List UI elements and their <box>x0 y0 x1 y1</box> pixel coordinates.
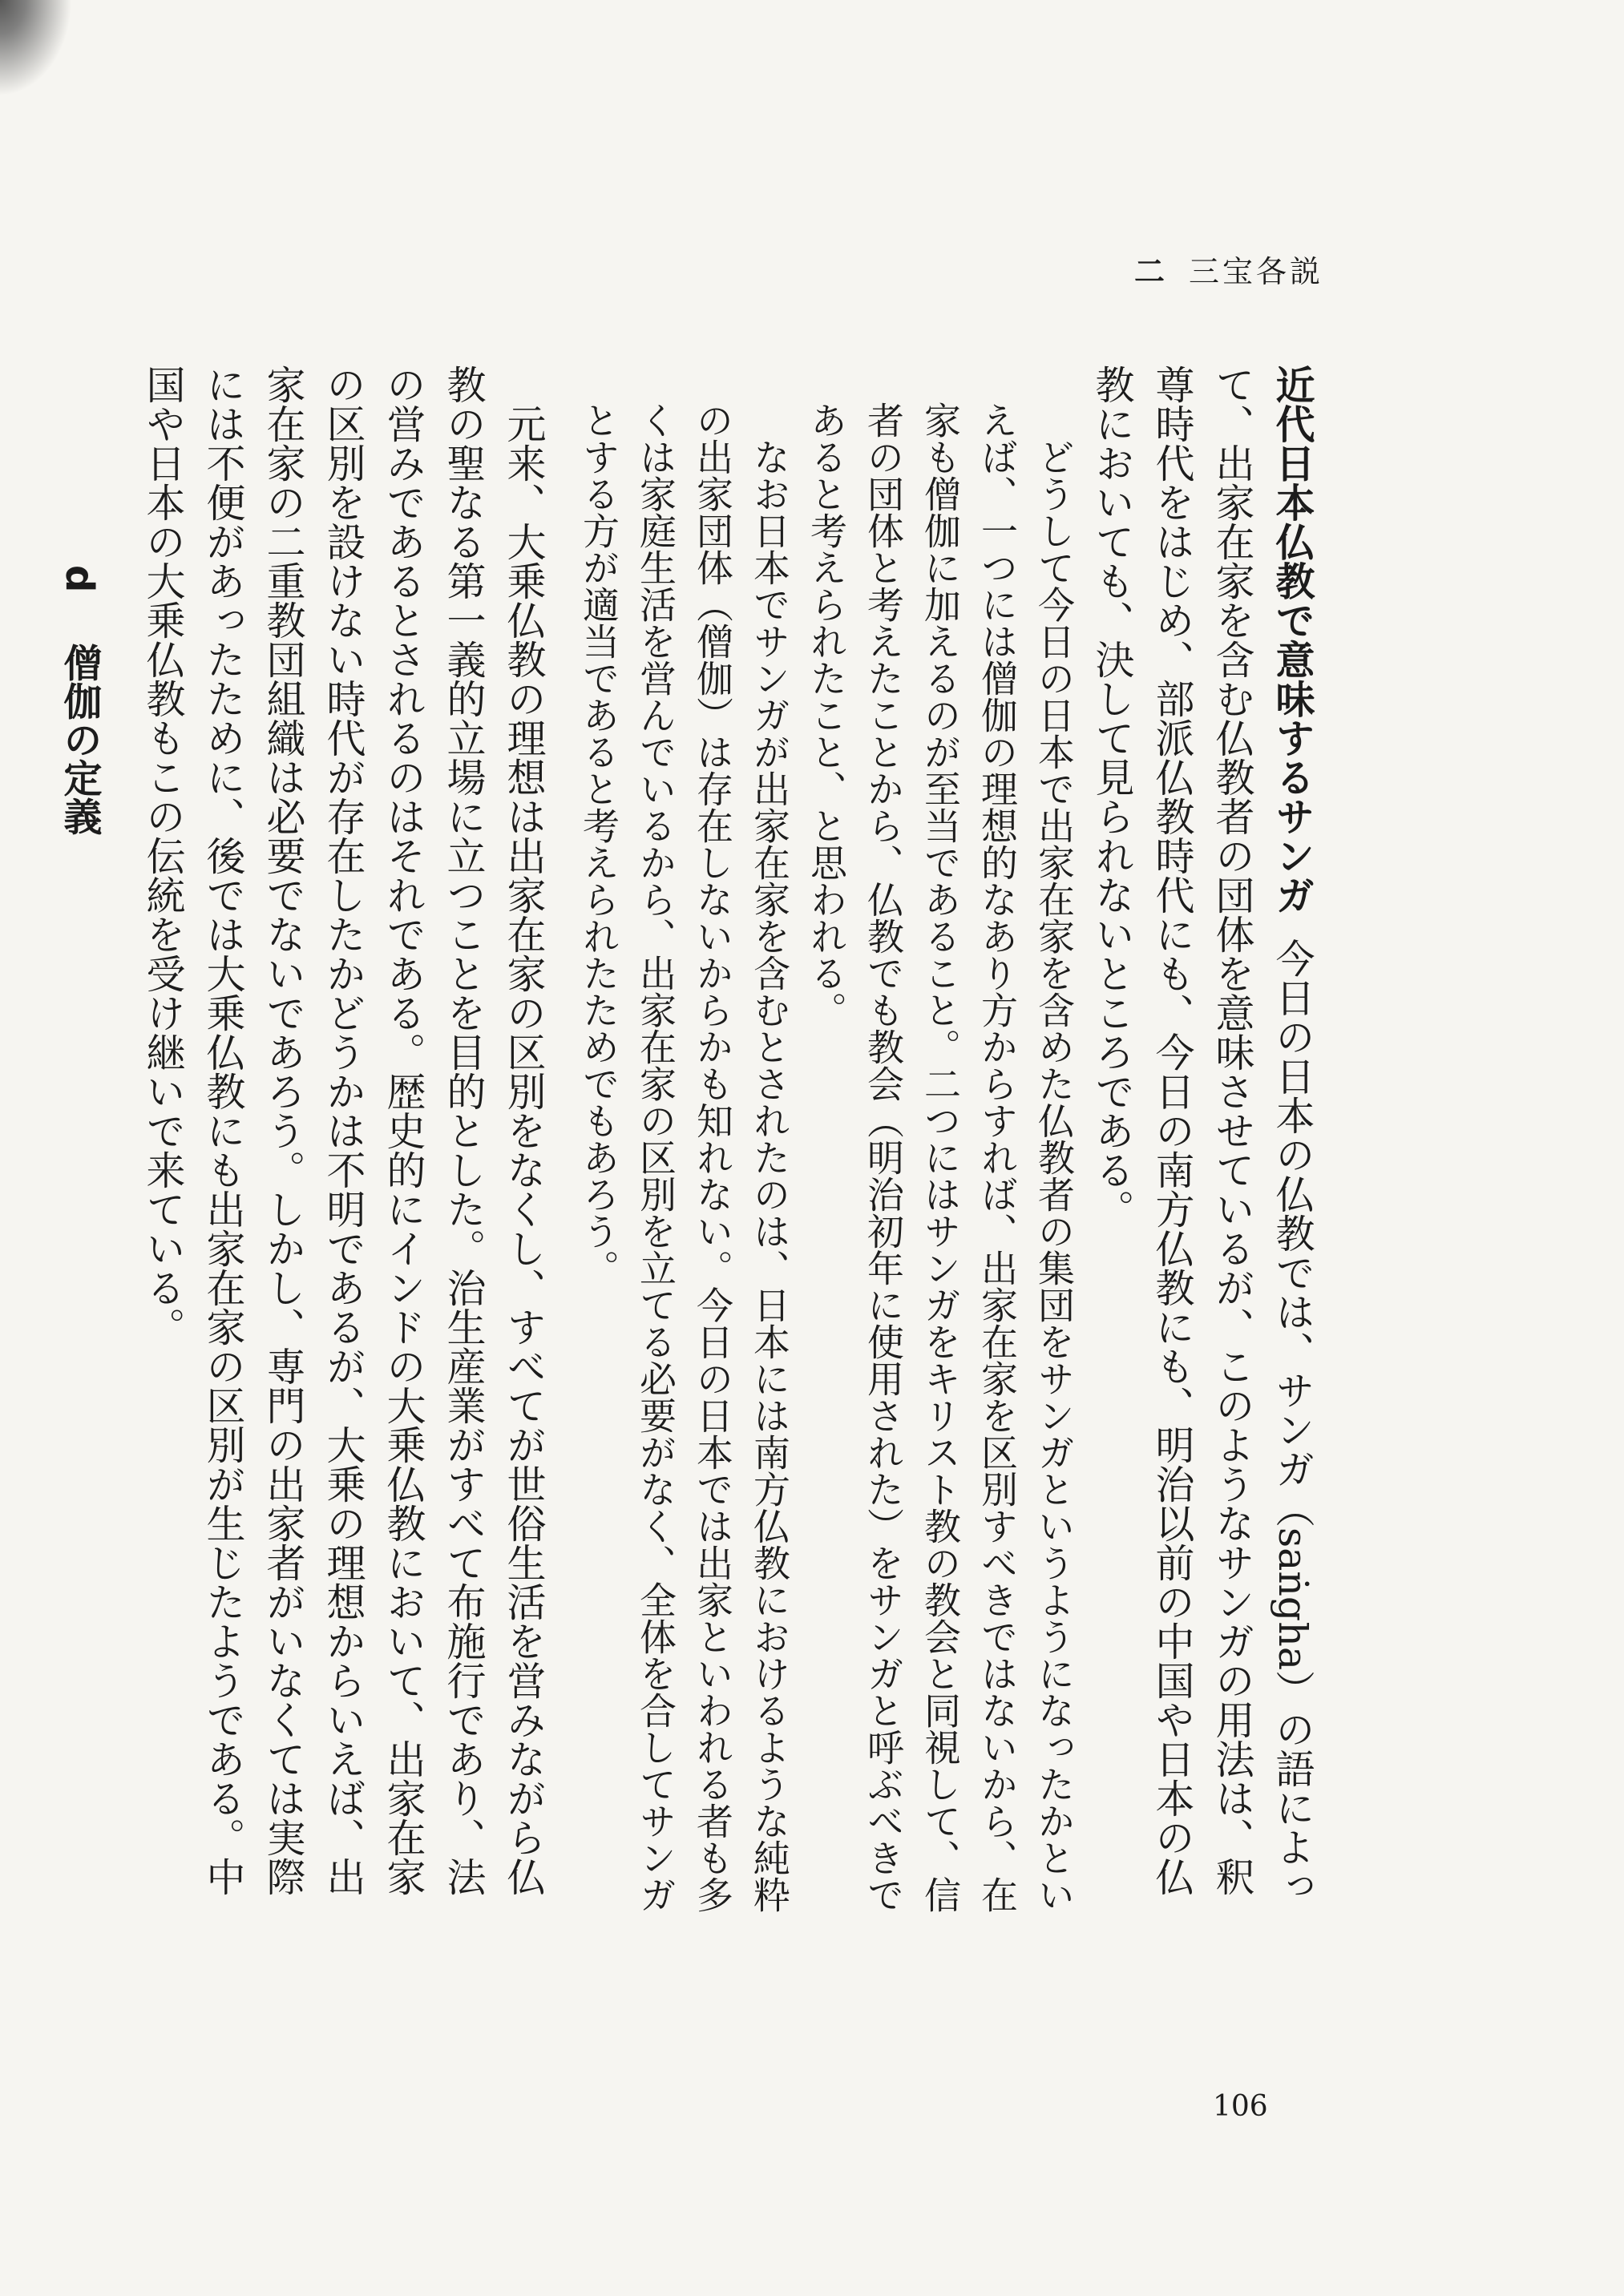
subsection-label: d <box>57 565 102 593</box>
paragraph-3: なお日本でサンガが出家在家を含むとされたのは、日本には南方仏教におけるような純粋の出家団体（僧伽）は存在しないからかも知れない。今日の日本では出家といわれる者も多くは家庭生活を営んでいるから、出家在家の区別を立てる必要がなく、全体を合してサンガとする方が適当であると考えられたためでもあろう。 <box>577 401 791 1913</box>
page-number: 106 <box>1213 2090 1268 2123</box>
run-in-heading: 近代日本仏教で意味するサンガ <box>1270 365 1315 914</box>
section-title: 三宝各説 <box>1189 254 1324 289</box>
small-print-block <box>570 365 1082 1927</box>
section-number: 二 <box>1134 254 1169 289</box>
body-text <box>57 365 1323 1927</box>
paragraph-2: どうして今日の日本で出家在家を含めた仏教者の集団をサンガというようになったかといえば、一つには僧伽の理想的なあり方からすれば、出家在家を区別すべきではないから、在家も僧伽に加えるのが至当であること。二つにはサンガをキリスト教の教会と同視して、信者の団体と考えたことから、仏教でも教会（明治初年に使用された）をサンガと呼ぶべきであると考えられたこと、と思われる。 <box>805 401 1076 1913</box>
paragraph-4: 元来、大乗仏教の理想は出家在家の区別をなくし、すべてが世俗生活を営みながら仏教の聖なる第一義的立場に立つことを目的とした。治生産業がすべて布施行であり、法の営みであるとされるのはそれである。歴史的にインドの大乗仏教において、出家在家の区別を設けない時代が存在したかどうかは不明であるが、大乗の理想からいえば、出家在家の二重教団組織は必要でないであろう。しかし、専門の出家者がいなくては実際には不便があったために、後では大乗仏教にも出家在家の区別が生じたようである。中国や日本の大乗仏教もこの伝統を受け継いで来ている。 <box>140 365 547 1896</box>
paragraph-1-text: 今日の日本の仏教では、サンガ（saṅgha）の語によって、出家在家を含む仏教者の団体を意味させているが、このようなサンガの用法は、釈尊時代をはじめ、部派仏教時代にも、今日の南方仏教にも、明治以前の中国や日本の仏教においても、決して見られないところである。 <box>1089 365 1315 1907</box>
paragraph-1 <box>1082 365 1323 1927</box>
subsection-title: 僧伽の定義 <box>57 643 102 836</box>
scan-shadow <box>0 0 72 96</box>
running-head <box>1134 247 1323 291</box>
subsection-heading <box>49 565 109 1927</box>
